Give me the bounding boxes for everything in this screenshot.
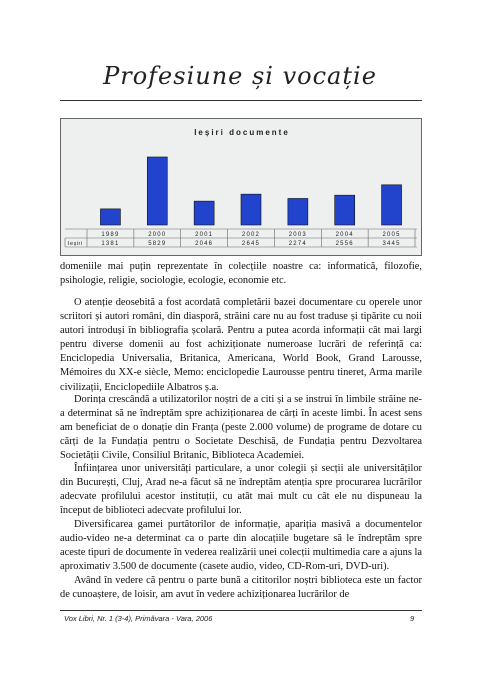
value-label: 2556 (335, 241, 354, 247)
bar-2002 (241, 194, 261, 225)
row-label: Ieșiri (68, 241, 83, 247)
bar-1989 (100, 209, 120, 225)
paragraph-4: Înființarea unor universități particulare, a unor colegii și secții ale universităților din București, Cluj, Arad ne-a făcut să ne îndreptăm atenția spre procurarea lucrărilor adecvate profilului acestor instituții, cu atât mai mult cu cât ele nu dispuneau la început de biblioteci adecvate profilului lor. (60, 463, 422, 517)
value-label: 5829 (148, 241, 167, 247)
value-label: 2046 (195, 241, 214, 247)
paragraph-6: Având în vedere că pentru o parte bună a cititorilor noștri biblioteca este un factor de cunoaștere, de loisir, am avut în vedere achiziționarea lucrărilor de (60, 575, 422, 601)
value-label: 2274 (288, 241, 307, 247)
chart-title: Ieșiri documente (194, 128, 290, 137)
category-label: 2003 (288, 232, 307, 238)
value-label: 1381 (101, 241, 120, 247)
value-label: 3445 (382, 241, 401, 247)
value-label: 2645 (241, 241, 261, 247)
category-label: 1989 (101, 232, 120, 238)
chart-panel (60, 118, 422, 256)
bars-group (100, 157, 401, 225)
paragraph-2: O atenție deosebită a fost acordată completării bazei documentare cu operele unor scriitori și autori români, din diasporă, străini care nu au fost traduse și tipărite cu noii autori introduși în bibliografia școlară. Pentru a putea acorda informații cât mai largi pentru diverse domenii au fost achiziționate numeroase lucrări de referință ca: Enciclopedia Universalia, Britanica, Americana, World Book, Grand Larousse, Mémoires du XX-e siècle, Memo: enciclopedie Laurousse pentru tineret, Arma marile civilizații, Enciclopediile Albatros ș.a. (60, 297, 422, 393)
header-divider (60, 100, 422, 101)
paragraph-3: Dorința crescândă a utilizatorilor noștri de a citi și a se instrui în limbile străine ne-a determinat să ne îndreptăm spre achiziționarea de cărți în aceste limbi. În acest sens am beneficiat de o donație din Franța (peste 2.000 volume) de programe de dotare cu cărți de la Fundația pentru o Societate Deschisă, de Fundația pentru Dezvoltarea Societății Civile, Consiliul Britanic, Biblioteca Academiei. (60, 394, 422, 462)
bar-2000 (147, 157, 167, 225)
footer-citation: Vox Libri, Nr. 1 (3-4), Primăvara - Vara, 2006 (64, 614, 213, 623)
category-label: 2004 (335, 232, 354, 238)
data-table (65, 229, 417, 247)
category-label: 2005 (382, 232, 401, 238)
page-number: 9 (410, 614, 415, 623)
bar-2005 (382, 185, 402, 225)
bar-2001 (194, 201, 214, 225)
category-label: 2002 (241, 232, 261, 238)
bar-chart (61, 119, 423, 257)
bar-2004 (335, 195, 355, 225)
paragraph-5: Diversificarea gamei purtătorilor de informație, apariția masivă a documentelor audio-video ne-a determinat ca o parte din alocațiile bugetare să le îndreptăm spre aceste tipuri de documente în vederea realizării unei colecții multimedia care a ajuns la aproximativ 3.500 de documente (casete audio, video, CD-Rom-uri, DVD-uri). (60, 519, 422, 573)
bar-2003 (288, 198, 308, 225)
footer-divider (60, 610, 422, 611)
category-label: 2000 (148, 232, 167, 238)
paragraph-1: domeniile mai puțin reprezentate în colecțiile noastre ca: informatică, filozofie, psihologie, religie, sociologie, ecologie, economie etc. (60, 261, 422, 287)
page-header-title: Profesiune și vocație (103, 62, 377, 90)
category-label: 2001 (195, 232, 214, 238)
